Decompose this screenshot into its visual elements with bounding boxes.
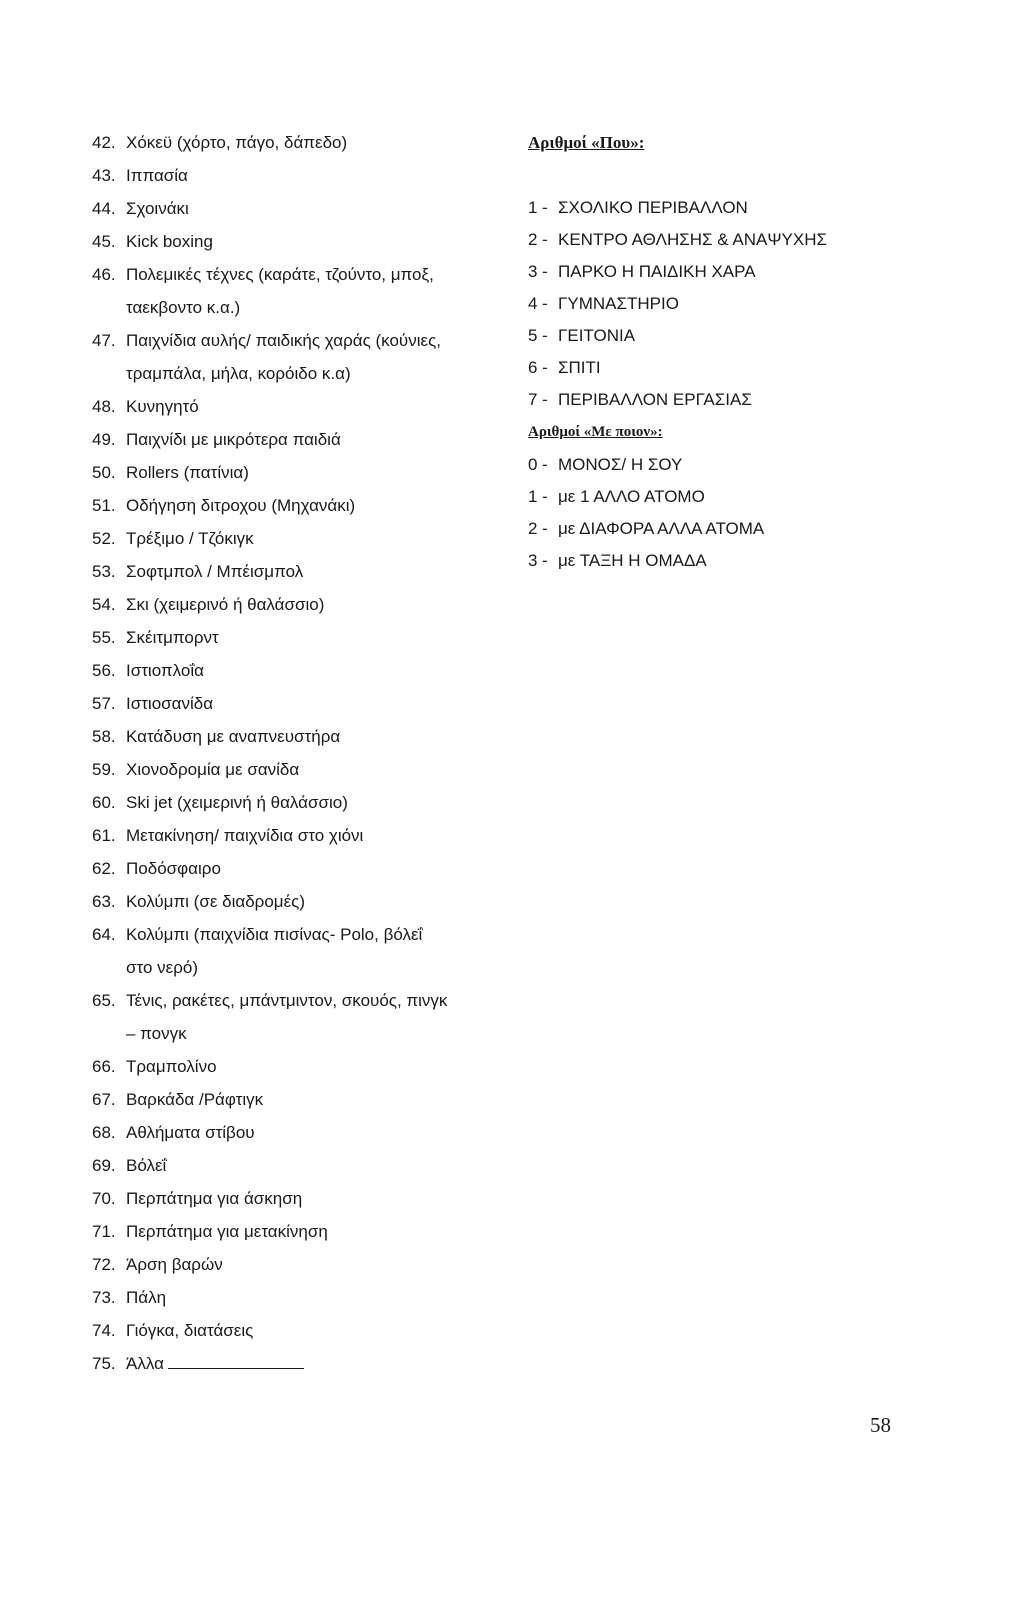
activity-item (92, 258, 492, 291)
with-whom-legend-item (528, 545, 998, 577)
activity-label: Ιστιοπλοΐα (126, 661, 204, 680)
activity-item (92, 720, 492, 753)
activity-number: 46. (92, 265, 116, 284)
where-legend-item (528, 256, 998, 288)
activity-number: 43. (92, 166, 116, 185)
activity-number: 45. (92, 232, 116, 251)
with-whom-legend-heading: Αριθμοί «Με ποιον»: (528, 424, 663, 440)
activity-label: Χιονοδρομία με σανίδα (126, 760, 300, 779)
activity-label: Πολεμικές τέχνες (καράτε, τζούντο, μποξ, (126, 265, 434, 284)
activity-item (92, 918, 492, 951)
activity-number: 58. (92, 727, 116, 746)
activity-number: 56. (92, 661, 116, 680)
activity-item (92, 192, 492, 225)
activity-label: Χόκεϋ (χόρτο, πάγο, δάπεδο) (126, 133, 348, 152)
activity-label: Kick boxing (126, 232, 213, 251)
where-legend-item (528, 384, 998, 416)
with-whom-legend-label: με ΔΙΑΦΟΡΑ ΑΛΛΑ ΑΤΟΜΑ (558, 519, 765, 538)
activity-label: Σοφτμπολ / Μπέισμπολ (126, 562, 304, 581)
activity-label: Οδήγηση διτροχου (Μηχανάκι) (126, 496, 356, 515)
activity-number: 74. (92, 1321, 116, 1340)
activity-number: 47. (92, 331, 116, 350)
activity-item (92, 390, 492, 423)
where-legend-heading: Αριθμοί «Που»: (528, 133, 645, 152)
activity-item (92, 555, 492, 588)
activity-item (92, 819, 492, 852)
activity-item (92, 522, 492, 555)
separator-dash: - (542, 390, 548, 409)
activity-number: 63. (92, 892, 116, 911)
activity-item (92, 984, 492, 1017)
separator-dash: - (542, 487, 548, 506)
activity-number: 42. (92, 133, 116, 152)
where-legend-item (528, 320, 998, 352)
activity-item (92, 1281, 492, 1314)
activity-number: 70. (92, 1189, 116, 1208)
separator-dash: - (542, 358, 548, 377)
with-whom-legend-item (528, 481, 998, 513)
separator-dash: - (542, 519, 548, 538)
activity-list (92, 126, 492, 1380)
activity-label: Ιππασία (126, 166, 188, 185)
activity-item (92, 225, 492, 258)
with-whom-legend-code: 1 (528, 487, 538, 506)
activity-label: Κυνηγητό (126, 397, 199, 416)
activity-number: 50. (92, 463, 116, 482)
activity-number: 51. (92, 496, 116, 515)
where-legend-code: 2 (528, 230, 538, 249)
activity-number: 48. (92, 397, 116, 416)
where-legend-label: ΚΕΝΤΡΟ ΑΘΛΗΣΗΣ & ΑΝΑΨΥΧΗΣ (558, 230, 827, 249)
activity-item (92, 126, 492, 159)
other-blank-field[interactable] (168, 1350, 304, 1369)
activity-item (92, 1050, 492, 1083)
where-legend-label: ΣΠΙΤΙ (558, 358, 601, 377)
activity-item (92, 1314, 492, 1347)
activity-label: Περπάτημα για άσκηση (126, 1189, 303, 1208)
activity-label-continuation: ταεκβοντο κ.α.) (126, 298, 241, 317)
activity-number: 52. (92, 529, 116, 548)
activity-label: Κολύμπι (σε διαδρομές) (126, 892, 306, 911)
with-whom-legend-list (528, 449, 998, 577)
activity-number: 55. (92, 628, 116, 647)
activity-item (92, 1347, 492, 1380)
activity-item (92, 753, 492, 786)
where-legend-label: ΓΕΙΤΟΝΙΑ (558, 326, 636, 345)
separator-dash: - (542, 455, 548, 474)
activity-item (92, 1248, 492, 1281)
activity-label: Μετακίνηση/ παιχνίδια στο χιόνι (126, 826, 364, 845)
separator-dash: - (542, 262, 548, 281)
separator-dash: - (542, 551, 548, 570)
activity-label: Σκι (χειμερινό ή θαλάσσιο) (126, 595, 325, 614)
activity-label: Παιχνίδι με μικρότερα παιδιά (126, 430, 341, 449)
legend-spacer (528, 159, 998, 192)
where-legend-label: ΠΕΡΙΒΑΛΛΟΝ ΕΡΓΑΣΙΑΣ (558, 390, 752, 409)
where-legend-item (528, 288, 998, 320)
separator-dash: - (542, 198, 548, 217)
where-legend-list (528, 192, 998, 416)
activity-number: 69. (92, 1156, 116, 1175)
where-legend-code: 6 (528, 358, 538, 377)
activity-number: 73. (92, 1288, 116, 1307)
with-whom-legend-code: 0 (528, 455, 538, 474)
activity-label: Αθλήματα στίβου (126, 1123, 255, 1142)
activity-item (92, 324, 492, 357)
activity-number: 57. (92, 694, 116, 713)
activity-number: 66. (92, 1057, 116, 1076)
where-legend-code: 3 (528, 262, 538, 281)
activity-item (92, 489, 492, 522)
activity-item (92, 654, 492, 687)
with-whom-legend-label: με ΤΑΞΗ Η ΟΜΑΔΑ (558, 551, 707, 570)
where-legend-label: ΣΧΟΛΙΚΟ ΠΕΡΙΒΑΛΛΟΝ (558, 198, 748, 217)
activity-label: Rollers (πατίνια) (126, 463, 249, 482)
where-legend-code: 5 (528, 326, 538, 345)
activity-label: Άρση βαρών (126, 1255, 223, 1274)
activity-number: 61. (92, 826, 116, 845)
where-legend-item (528, 352, 998, 384)
activity-label: Πάλη (126, 1288, 167, 1307)
activity-item (92, 786, 492, 819)
activity-number: 72. (92, 1255, 116, 1274)
with-whom-legend-item (528, 513, 998, 545)
activity-number: 62. (92, 859, 116, 878)
activity-label: Σχοινάκι (126, 199, 189, 218)
with-whom-legend-code: 2 (528, 519, 538, 538)
activity-item (92, 1149, 492, 1182)
activity-item (92, 621, 492, 654)
activity-item (92, 1116, 492, 1149)
activity-label-continuation: στο νερό) (126, 958, 199, 977)
activity-item (92, 885, 492, 918)
activity-number: 49. (92, 430, 116, 449)
activity-item (92, 852, 492, 885)
activity-label: Ski jet (χειμερινή ή θαλάσσιο) (126, 793, 348, 812)
activity-number: 71. (92, 1222, 116, 1241)
activity-label: Ποδόσφαιρο (126, 859, 221, 878)
activity-item (92, 1083, 492, 1116)
activity-number: 75. (92, 1354, 116, 1373)
activity-label: Κατάδυση με αναπνευστήρα (126, 727, 341, 746)
activity-label: Άλλα (126, 1354, 164, 1373)
where-legend-code: 4 (528, 294, 538, 313)
activity-item (92, 1215, 492, 1248)
activity-label: Ιστιοσανίδα (126, 694, 214, 713)
activity-number: 59. (92, 760, 116, 779)
where-legend-item (528, 192, 998, 224)
activity-number: 44. (92, 199, 116, 218)
activity-label: Τραμπολίνο (126, 1057, 217, 1076)
where-legend-code: 7 (528, 390, 538, 409)
activity-label-continuation: – πονγκ (126, 1024, 187, 1043)
activity-item (92, 423, 492, 456)
activity-item (92, 1182, 492, 1215)
with-whom-legend-code: 3 (528, 551, 538, 570)
with-whom-legend-item (528, 449, 998, 481)
activity-number: 54. (92, 595, 116, 614)
activity-label: Τρέξιμο / Τζόκιγκ (126, 529, 254, 548)
where-legend-label: ΠΑΡΚΟ Η ΠΑΙΔΙΚΗ ΧΑΡΑ (558, 262, 756, 281)
activity-item (92, 588, 492, 621)
activity-number: 65. (92, 991, 116, 1010)
separator-dash: - (542, 230, 548, 249)
activity-label: Περπάτημα για μετακίνηση (126, 1222, 328, 1241)
activity-item (92, 687, 492, 720)
with-whom-legend-label: με 1 ΑΛΛΟ ΑΤΟΜΟ (558, 487, 705, 506)
activity-number: 68. (92, 1123, 116, 1142)
activity-number: 60. (92, 793, 116, 812)
activity-label: Βόλεΐ (126, 1156, 167, 1175)
page-number: 58 (870, 1413, 891, 1437)
where-legend-item (528, 224, 998, 256)
activity-number: 67. (92, 1090, 116, 1109)
activity-label: Βαρκάδα /Ράφτιγκ (126, 1090, 264, 1109)
where-legend-code: 1 (528, 198, 538, 217)
activity-item (92, 159, 492, 192)
activity-label: Τένις, ρακέτες, μπάντμιντον, σκουός, πινγκ (126, 991, 448, 1010)
legend-column (528, 126, 998, 577)
separator-dash: - (542, 294, 548, 313)
activity-label: Κολύμπι (παιχνίδια πισίνας- Polo, βόλεΐ (126, 925, 423, 944)
with-whom-legend-label: ΜΟΝΟΣ/ Η ΣΟΥ (558, 455, 683, 474)
activity-label: Γιόγκα, διατάσεις (126, 1321, 254, 1340)
where-legend-label: ΓΥΜΝΑΣΤΗΡΙΟ (558, 294, 679, 313)
activity-number: 64. (92, 925, 116, 944)
activity-number: 53. (92, 562, 116, 581)
activity-label: Σκέιτμπορντ (126, 628, 219, 647)
separator-dash: - (542, 326, 548, 345)
activity-label-continuation: τραμπάλα, μήλα, κορόιδο κ.α) (126, 364, 351, 383)
activity-label: Παιχνίδια αυλής/ παιδικής χαράς (κούνιες, (126, 331, 441, 350)
activity-item (92, 456, 492, 489)
